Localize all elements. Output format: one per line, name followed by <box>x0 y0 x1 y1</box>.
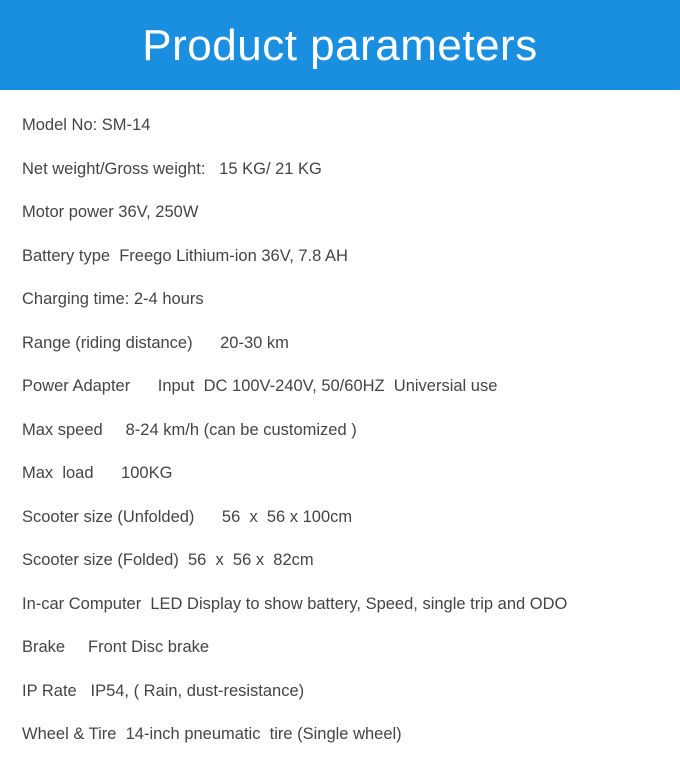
param-max-load: Max load 100KG <box>22 464 173 483</box>
page-title: Product parameters <box>142 21 538 70</box>
param-in-car-computer: In-car Computer LED Display to show battery, Speed, single trip and ODO <box>22 594 568 613</box>
param-weight: Net weight/Gross weight: 15 KG/ 21 KG <box>22 159 322 178</box>
param-charging-time: Charging time: 2-4 hours <box>22 290 204 309</box>
param-motor-power: Motor power 36V, 250W <box>22 203 199 222</box>
parameter-list <box>22 104 672 757</box>
header-banner <box>0 0 680 90</box>
param-max-speed: Max speed 8-24 km/h (can be customized ) <box>22 420 357 439</box>
param-size-unfolded: Scooter size (Unfolded) 56 x 56 x 100cm <box>22 507 353 526</box>
param-ip-rate: IP Rate IP54, ( Rain, dust-resistance) <box>22 681 305 700</box>
param-range: Range (riding distance) 20-30 km <box>22 333 289 352</box>
param-battery-type: Battery type Freego Lithium-ion 36V, 7.8 AH <box>22 246 348 265</box>
param-model-no: Model No: SM-14 <box>22 116 151 135</box>
param-wheel-tire: Wheel & Tire 14-inch pneumatic tire (Single wheel) <box>22 725 402 744</box>
param-power-adapter: Power Adapter Input DC 100V-240V, 50/60HZ Universial use <box>22 377 498 396</box>
param-brake: Brake Front Disc brake <box>22 638 210 657</box>
param-size-folded: Scooter size (Folded) 56 x 56 x 82cm <box>22 551 314 570</box>
